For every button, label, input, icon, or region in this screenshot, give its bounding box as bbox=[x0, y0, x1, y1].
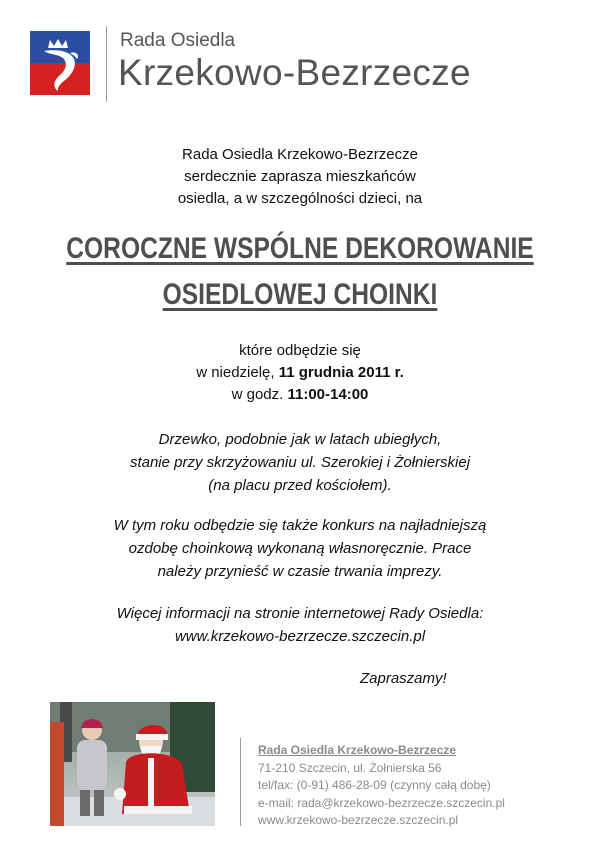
contest-line: należy przynieść w czasie trwania imprezy. bbox=[157, 563, 443, 580]
event-date bbox=[0, 340, 600, 406]
intro-line: Rada Osiedla Krzekowo-Bezrzecze bbox=[182, 146, 418, 163]
szczecin-griffin-logo-icon bbox=[30, 31, 90, 95]
santa-and-child-photo bbox=[50, 702, 215, 826]
website-link[interactable]: www.krzekowo-bezrzecze.szczecin.pl bbox=[174, 628, 426, 645]
footer-address: 71-210 Szczecin, ul. Żołnierska 56 bbox=[258, 760, 442, 775]
footer-website[interactable]: www.krzekowo-bezrzecze.szczecin.pl bbox=[258, 813, 459, 827]
time-prefix: w godz. bbox=[231, 386, 288, 403]
intro-text bbox=[0, 144, 600, 210]
intro-line: osiedla, a w szczególności dzieci, na bbox=[177, 190, 423, 207]
event-title-line-1: COROCZNE WSPÓLNE DEKOROWANIE bbox=[66, 232, 534, 265]
date-value: 11 grudnia 2011 r. bbox=[278, 364, 404, 381]
contest-text bbox=[0, 514, 600, 583]
contest-line: W tym roku odbędzie się także konkurs na najładniejszą bbox=[113, 517, 487, 534]
header-subtitle: Rada Osiedla bbox=[120, 30, 236, 51]
contest-line: ozdobę choinkową wykonaną własnoręcznie. Prace bbox=[128, 540, 472, 557]
intro-line: serdecznie zaprasza mieszkańców bbox=[184, 168, 416, 185]
date-prefix: w niedzielę, bbox=[196, 364, 279, 381]
tree-line: (na placu przed kościołem). bbox=[208, 477, 392, 494]
date-line: które odbędzie się bbox=[239, 342, 361, 359]
tree-line: stanie przy skrzyżowaniu ul. Szerokiej i Żołnierskiej bbox=[129, 454, 471, 471]
header-divider bbox=[106, 26, 107, 102]
more-info-text bbox=[0, 602, 600, 648]
tree-line: Drzewko, podobnie jak w latach ubiegłych, bbox=[158, 431, 442, 448]
footer-contact bbox=[258, 742, 505, 830]
tree-location-text bbox=[0, 428, 600, 497]
footer-email[interactable]: e-mail: rada@krzekowo-bezrzecze.szczecin.pl bbox=[258, 795, 505, 810]
footer-org-name[interactable]: Rada Osiedla Krzekowo-Bezrzecze bbox=[258, 743, 457, 757]
date-line bbox=[0, 362, 600, 384]
time-line bbox=[0, 384, 600, 406]
header-title: Krzekowo-Bezrzecze bbox=[118, 52, 471, 93]
more-info-line: Więcej informacji na stronie internetowej Rady Osiedla: bbox=[116, 605, 484, 622]
footer-divider bbox=[240, 738, 241, 826]
time-value: 11:00-14:00 bbox=[287, 386, 369, 403]
event-title-line-2: OSIEDLOWEJ CHOINKI bbox=[162, 278, 438, 311]
closing-text: Zapraszamy! bbox=[360, 670, 447, 687]
footer-phone: tel/fax: (0-91) 486-28-09 (czynny całą dobę) bbox=[258, 778, 491, 792]
